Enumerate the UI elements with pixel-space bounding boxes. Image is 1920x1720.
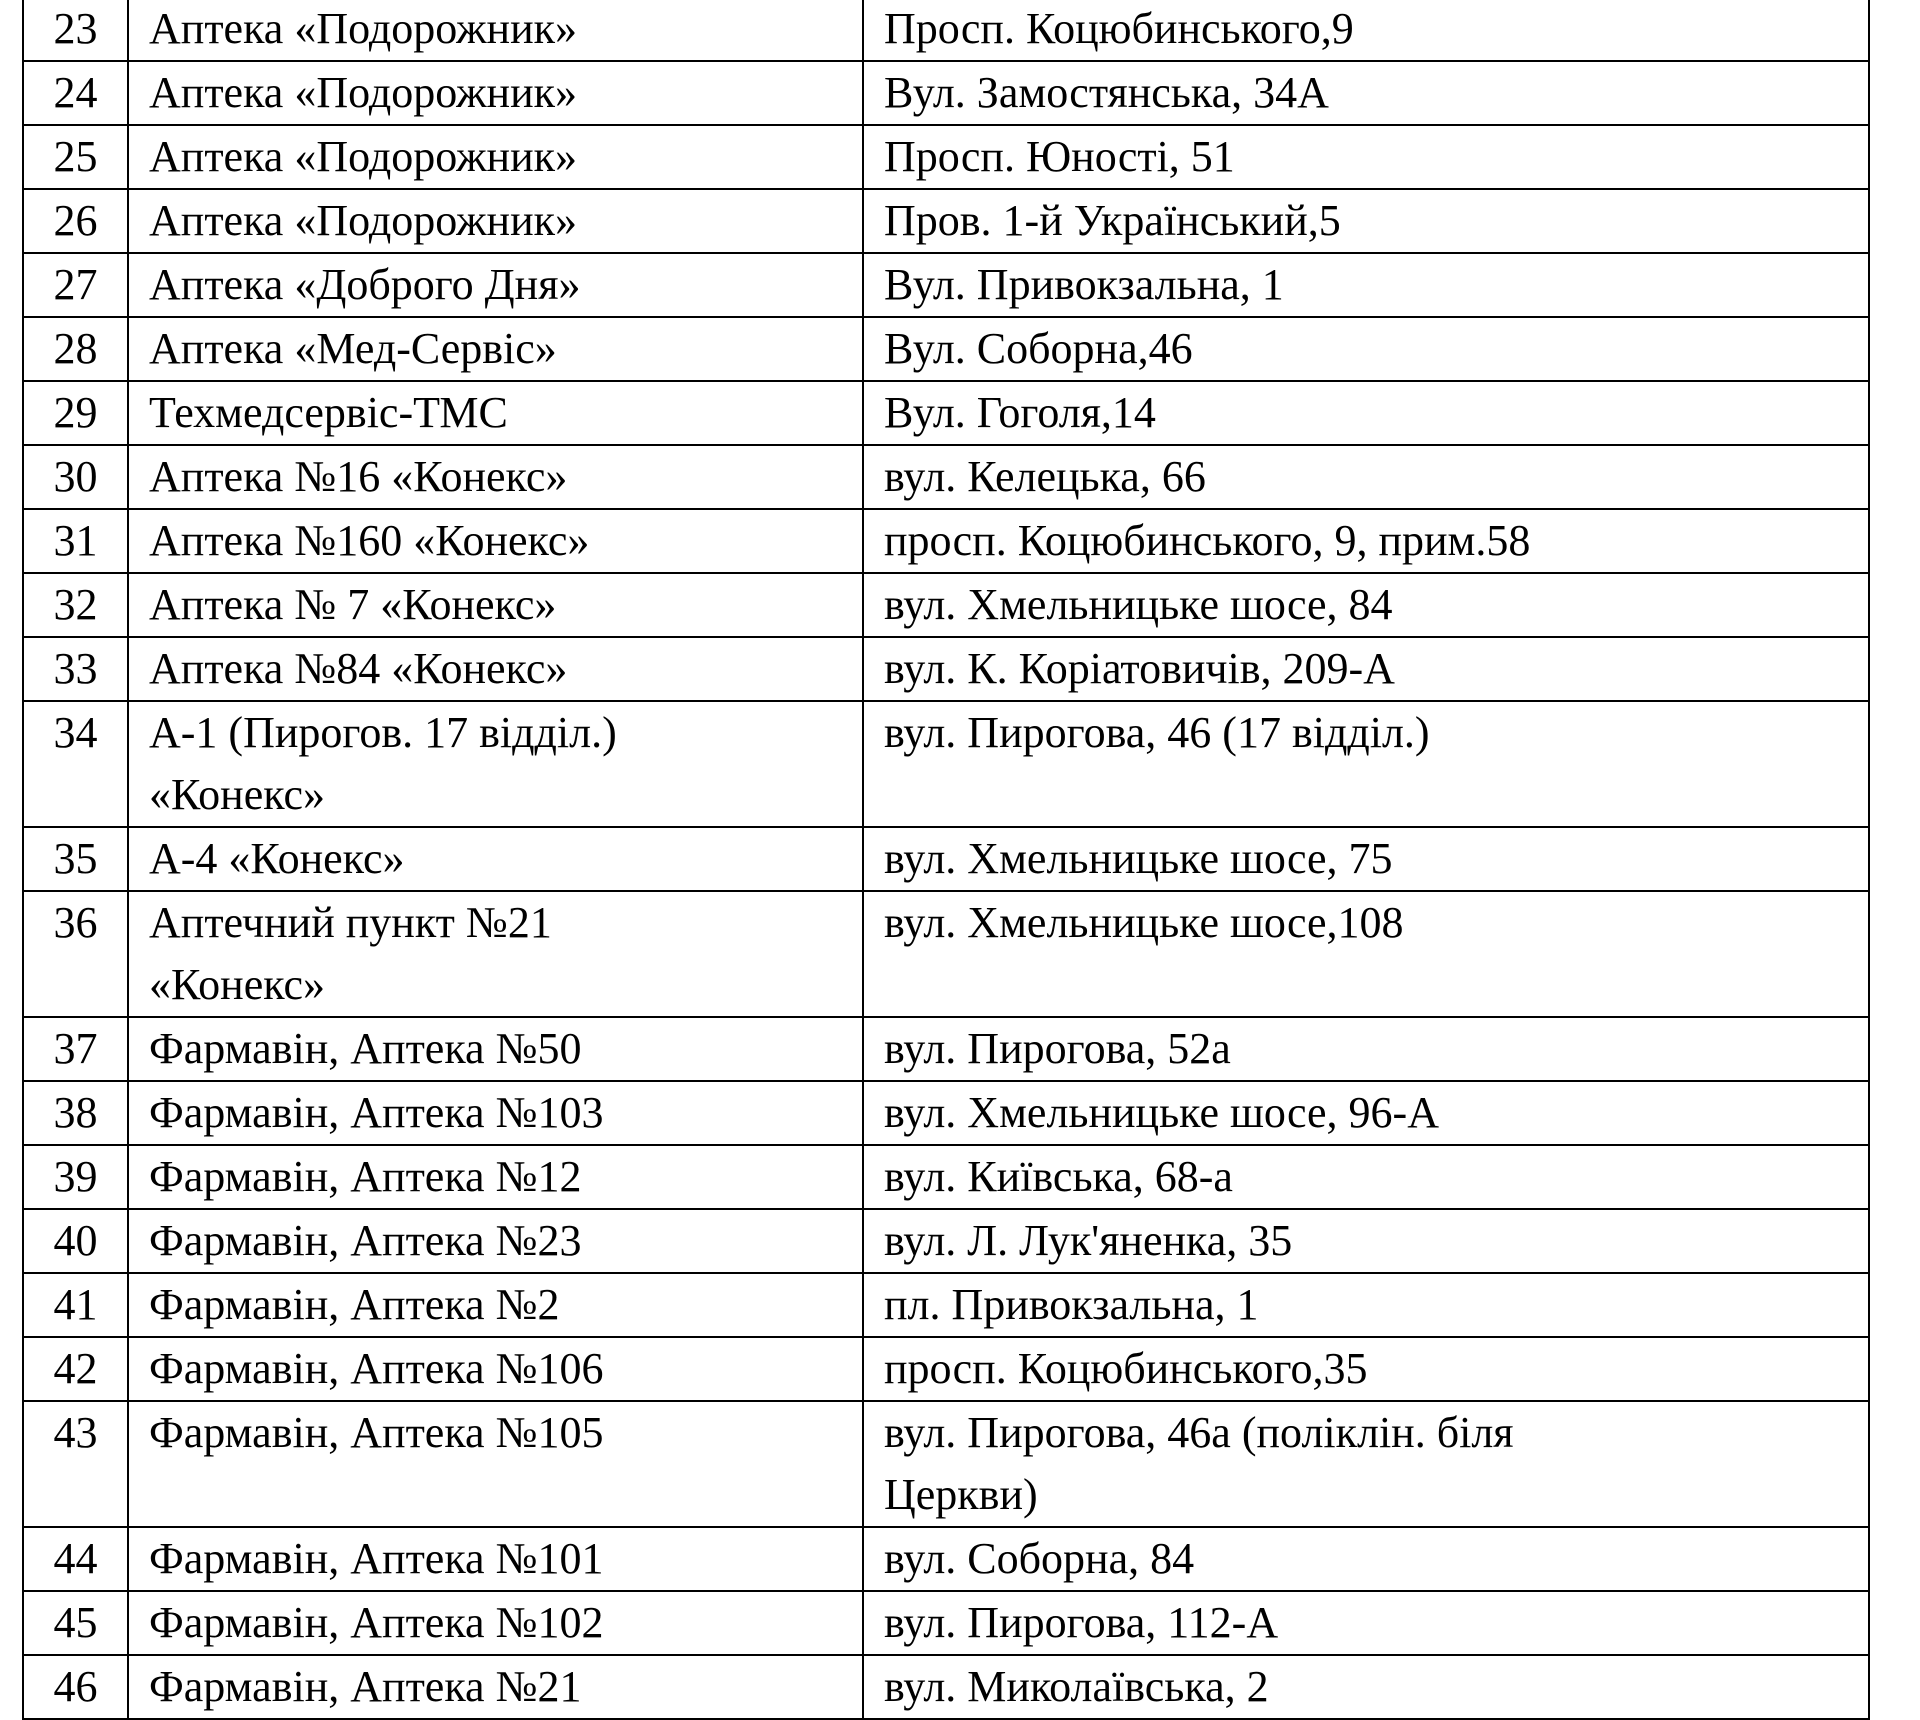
pharmacy-name-line: А-4 «Конекс» [149, 834, 405, 883]
row-number-cell [23, 1145, 128, 1209]
row-number: 24 [53, 68, 98, 117]
pharmacy-name-line: Аптека №16 «Конекс» [149, 452, 568, 501]
table-row [23, 125, 1869, 189]
address-line: пл. Привокзальна, 1 [884, 1280, 1259, 1329]
address-cell [863, 1527, 1869, 1591]
pharmacy-name-line: Фармавін, Аптека №50 [149, 1024, 582, 1073]
pharmacy-name-cell [128, 573, 863, 637]
row-number: 29 [53, 388, 98, 437]
row-number: 27 [53, 260, 98, 309]
table-row [23, 573, 1869, 637]
pharmacy-name-line: Фармавін, Аптека №12 [149, 1152, 582, 1201]
address-line: вул. Л. Лук'яненка, 35 [884, 1216, 1293, 1265]
pharmacy-name-cell [128, 1273, 863, 1337]
row-number: 45 [53, 1598, 98, 1647]
table-row [23, 827, 1869, 891]
table-row [23, 445, 1869, 509]
pharmacy-name-line: Аптека № 7 «Конекс» [149, 580, 557, 629]
row-number-cell [23, 1527, 128, 1591]
pharmacy-name-cell [128, 1081, 863, 1145]
address-line: Просп. Коцюбинського,9 [884, 4, 1354, 53]
row-number: 42 [53, 1344, 98, 1393]
pharmacy-name-cell [128, 1145, 863, 1209]
pharmacy-name-line: Фармавін, Аптека №106 [149, 1344, 604, 1393]
pharmacy-table-body [23, 0, 1869, 1719]
row-number-cell [23, 827, 128, 891]
row-number-cell [23, 253, 128, 317]
pharmacy-name-line: Аптека №160 «Конекс» [149, 516, 590, 565]
table-row [23, 1655, 1869, 1719]
pharmacy-name-cell [128, 1401, 863, 1527]
pharmacy-name-line: Фармавін, Аптека №103 [149, 1088, 604, 1137]
pharmacy-name-line: Аптека «Доброго Дня» [149, 260, 581, 309]
row-number-cell [23, 573, 128, 637]
address-cell [863, 573, 1869, 637]
pharmacy-name-line: Аптека №84 «Конекс» [149, 644, 568, 693]
pharmacy-table [22, 0, 1870, 1720]
address-line: вул. К. Коріатовичів, 209-А [884, 644, 1395, 693]
pharmacy-name-line: «Конекс» [149, 960, 326, 1009]
address-cell [863, 1337, 1869, 1401]
address-line: вул. Пирогова, 112-А [884, 1598, 1279, 1647]
pharmacy-name-cell [128, 637, 863, 701]
address-cell [863, 0, 1869, 61]
address-line: Церкви) [884, 1470, 1038, 1519]
address-cell [863, 1081, 1869, 1145]
address-cell [863, 1145, 1869, 1209]
row-number: 30 [53, 452, 98, 501]
address-cell [863, 1209, 1869, 1273]
pharmacy-name-line: Аптека «Подорожник» [149, 196, 577, 245]
pharmacy-name-cell [128, 0, 863, 61]
address-line: вул. Пирогова, 46а (поліклін. біля [884, 1408, 1514, 1457]
table-row [23, 1401, 1869, 1527]
address-cell [863, 1401, 1869, 1527]
address-cell [863, 891, 1869, 1017]
address-cell [863, 445, 1869, 509]
address-cell [863, 827, 1869, 891]
pharmacy-name-line: Аптека «Подорожник» [149, 4, 577, 53]
row-number-cell [23, 0, 128, 61]
address-cell [863, 381, 1869, 445]
pharmacy-name-line: Фармавін, Аптека №2 [149, 1280, 560, 1329]
row-number: 38 [53, 1088, 98, 1137]
pharmacy-name-cell [128, 1209, 863, 1273]
pharmacy-name-cell [128, 1591, 863, 1655]
row-number: 39 [53, 1152, 98, 1201]
table-row [23, 1273, 1869, 1337]
pharmacy-name-cell [128, 701, 863, 827]
row-number: 25 [53, 132, 98, 181]
row-number-cell [23, 637, 128, 701]
pharmacy-name-cell [128, 1337, 863, 1401]
table-row [23, 1591, 1869, 1655]
address-line: Вул. Привокзальна, 1 [884, 260, 1284, 309]
row-number-cell [23, 1273, 128, 1337]
pharmacy-name-cell [128, 1527, 863, 1591]
row-number-cell [23, 701, 128, 827]
pharmacy-name-line: Техмедсервіс-ТМС [149, 388, 508, 437]
address-cell [863, 637, 1869, 701]
pharmacy-name-cell [128, 1017, 863, 1081]
pharmacy-name-line: Аптека «Мед-Сервіс» [149, 324, 557, 373]
address-line: вул. Пирогова, 46 (17 відділ.) [884, 708, 1430, 757]
row-number: 34 [53, 708, 98, 757]
address-cell [863, 1017, 1869, 1081]
row-number: 44 [53, 1534, 98, 1583]
address-line: вул. Київська, 68-а [884, 1152, 1233, 1201]
table-row [23, 1081, 1869, 1145]
row-number-cell [23, 61, 128, 125]
address-cell [863, 317, 1869, 381]
table-row [23, 509, 1869, 573]
address-line: Вул. Гоголя,14 [884, 388, 1156, 437]
row-number: 36 [53, 898, 98, 947]
address-line: вул. Пирогова, 52а [884, 1024, 1231, 1073]
address-line: просп. Коцюбинського,35 [884, 1344, 1368, 1393]
row-number-cell [23, 1081, 128, 1145]
table-row [23, 701, 1869, 827]
pharmacy-name-cell [128, 125, 863, 189]
row-number-cell [23, 445, 128, 509]
row-number: 40 [53, 1216, 98, 1265]
pharmacy-name-line: А-1 (Пирогов. 17 відділ.) [149, 708, 617, 757]
pharmacy-name-line: «Конекс» [149, 770, 326, 819]
table-row [23, 1017, 1869, 1081]
address-line: вул. Хмельницьке шосе, 96-А [884, 1088, 1439, 1137]
pharmacy-name-line: Фармавін, Аптека №102 [149, 1598, 604, 1647]
row-number-cell [23, 189, 128, 253]
address-cell [863, 1273, 1869, 1337]
pharmacy-name-cell [128, 509, 863, 573]
pharmacy-name-cell [128, 381, 863, 445]
row-number: 23 [53, 4, 98, 53]
address-line: Вул. Соборна,46 [884, 324, 1193, 373]
address-line: Просп. Юності, 51 [884, 132, 1235, 181]
row-number-cell [23, 1655, 128, 1719]
pharmacy-name-cell [128, 189, 863, 253]
row-number: 46 [53, 1662, 98, 1711]
address-line: вул. Хмельницьке шосе, 75 [884, 834, 1393, 883]
table-row [23, 1337, 1869, 1401]
row-number: 31 [53, 516, 98, 565]
pharmacy-name-cell [128, 445, 863, 509]
row-number-cell [23, 381, 128, 445]
table-row [23, 1145, 1869, 1209]
row-number-cell [23, 1401, 128, 1527]
row-number: 43 [53, 1408, 98, 1457]
pharmacy-name-cell [128, 61, 863, 125]
row-number-cell [23, 317, 128, 381]
address-cell [863, 189, 1869, 253]
table-row [23, 317, 1869, 381]
address-cell [863, 125, 1869, 189]
address-line: просп. Коцюбинського, 9, прим.58 [884, 516, 1531, 565]
address-cell [863, 61, 1869, 125]
address-line: вул. Миколаївська, 2 [884, 1662, 1269, 1711]
address-line: Пров. 1-й Український,5 [884, 196, 1341, 245]
pharmacy-name-line: Фармавін, Аптека №21 [149, 1662, 582, 1711]
table-row [23, 891, 1869, 1017]
pharmacy-name-line: Фармавін, Аптека №105 [149, 1408, 604, 1457]
pharmacy-name-cell [128, 253, 863, 317]
address-cell [863, 1591, 1869, 1655]
table-row [23, 381, 1869, 445]
pharmacy-name-line: Аптека «Подорожник» [149, 68, 577, 117]
row-number-cell [23, 1337, 128, 1401]
row-number: 35 [53, 834, 98, 883]
pharmacy-name-cell [128, 1655, 863, 1719]
table-row [23, 61, 1869, 125]
row-number: 32 [53, 580, 98, 629]
pharmacy-name-cell [128, 891, 863, 1017]
pharmacy-name-line: Фармавін, Аптека №23 [149, 1216, 582, 1265]
address-line: вул. Хмельницьке шосе, 84 [884, 580, 1393, 629]
row-number: 37 [53, 1024, 98, 1073]
pharmacy-name-cell [128, 827, 863, 891]
table-row [23, 1527, 1869, 1591]
address-line: Вул. Замостянська, 34А [884, 68, 1329, 117]
address-cell [863, 701, 1869, 827]
pharmacy-name-line: Фармавін, Аптека №101 [149, 1534, 604, 1583]
address-line: вул. Келецька, 66 [884, 452, 1206, 501]
table-row [23, 1209, 1869, 1273]
table-row [23, 0, 1869, 61]
row-number-cell [23, 509, 128, 573]
pharmacy-name-cell [128, 317, 863, 381]
address-line: вул. Хмельницьке шосе,108 [884, 898, 1404, 947]
row-number-cell [23, 125, 128, 189]
address-cell [863, 1655, 1869, 1719]
row-number-cell [23, 1209, 128, 1273]
row-number-cell [23, 891, 128, 1017]
address-cell [863, 253, 1869, 317]
address-line: вул. Соборна, 84 [884, 1534, 1195, 1583]
row-number: 41 [53, 1280, 98, 1329]
table-row [23, 253, 1869, 317]
pharmacy-name-line: Аптека «Подорожник» [149, 132, 577, 181]
row-number: 28 [53, 324, 98, 373]
row-number-cell [23, 1017, 128, 1081]
pharmacy-name-line: Аптечний пункт №21 [149, 898, 552, 947]
table-row [23, 637, 1869, 701]
row-number: 33 [53, 644, 98, 693]
row-number-cell [23, 1591, 128, 1655]
row-number: 26 [53, 196, 98, 245]
table-row [23, 189, 1869, 253]
address-cell [863, 509, 1869, 573]
